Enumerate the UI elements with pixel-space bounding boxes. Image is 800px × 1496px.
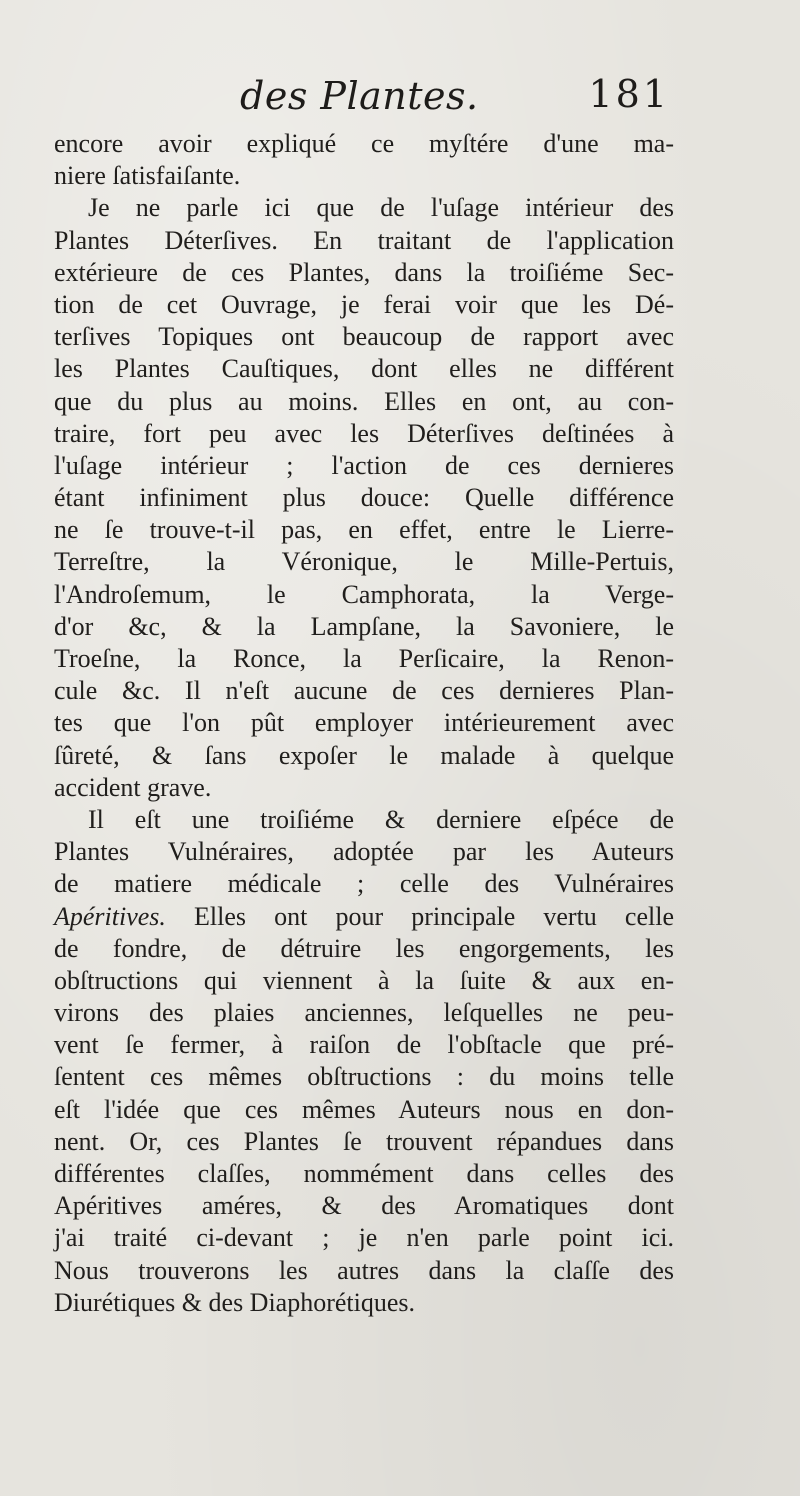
text-line: de matiere médicale ; celle des Vulnéraires: [54, 869, 674, 899]
text-line: accident grave.: [54, 772, 212, 802]
text-line: eſt l'idée que ces mêmes Auteurs nous en don-: [54, 1094, 674, 1124]
text-line: Apéritives améres, & des Aromatiques dont: [54, 1191, 674, 1221]
text-line: Plantes Vulnéraires, adoptée par les Auteurs: [54, 837, 674, 867]
text-line: étant infiniment plus douce: Quelle différence: [54, 483, 674, 513]
text-line: Nous trouverons les autres dans la claſſe des: [54, 1255, 674, 1285]
text-line: obſtructions qui viennent à la ſuite & aux en-: [54, 965, 674, 995]
text-line: les Plantes Cauſtiques, dont elles ne différent: [54, 354, 674, 384]
text-line: ſûreté, & ſans expoſer le malade à quelque: [54, 740, 674, 770]
text-line: tion de cet Ouvrage, je ferai voir que les Dé-: [54, 289, 674, 319]
running-title: des Plantes.: [240, 74, 479, 118]
text-line: l'Androſemum, le Camphorata, la Verge-: [54, 579, 674, 609]
paragraph: [54, 128, 674, 192]
page-number: 181: [588, 72, 670, 116]
text-line: Troeſne, la Ronce, la Perſicaire, la Renon-: [54, 644, 674, 673]
text-line: que du plus au moins. Elles en ont, au con-: [54, 386, 674, 416]
text-line: encore avoir expliqué ce myſtére d'une ma-: [54, 129, 674, 158]
text-line: Apéritives. Elles ont pour principale vertu celle: [54, 901, 674, 931]
text-line: virons des plaies anciennes, leſquelles ne peu-: [54, 998, 674, 1028]
text-line: tes que l'on pût employer intérieurement avec: [54, 708, 674, 738]
text-line: de fondre, de détruire les engorgements, les: [54, 933, 674, 963]
text-line: différentes claſſes, nommément dans celles des: [54, 1159, 674, 1188]
text-line: vent ſe fermer, à raiſon de l'obſtacle que pré-: [54, 1030, 674, 1060]
italic-term: Apéritives.: [54, 901, 166, 931]
text-line: nent. Or, ces Plantes ſe trouvent répandues dans: [54, 1126, 674, 1156]
text-line: ne ſe trouve-t-il pas, en effet, entre le Lierre-: [54, 515, 674, 545]
text-line: Terreſtre, la Véronique, le Mille-Pertuis,: [54, 547, 674, 577]
text-line: d'or &c, & la Lampſane, la Savoniere, le: [54, 611, 674, 641]
page-header: [240, 68, 670, 128]
text-line: terſives Topiques ont beaucoup de rapport avec: [54, 322, 674, 352]
text-line: traire, fort peu avec les Déterſives deſtinées à: [54, 418, 674, 448]
text-line: Il eſt une troiſiéme & derniere eſpéce de: [88, 804, 674, 834]
text-line: Diurétiques & des Diaphorétiques.: [54, 1287, 416, 1317]
body-text: [54, 128, 674, 1319]
text-line: Plantes Déterſives. En traitant de l'application: [54, 225, 674, 255]
text-line: j'ai traité ci-devant ; je n'en parle point ici.: [54, 1223, 674, 1253]
text-line: Je ne parle ici que de l'uſage intérieur des: [88, 193, 674, 223]
paragraph: [54, 804, 674, 1319]
text-line: niere ſatisfaiſante.: [54, 161, 241, 191]
paragraph: [54, 192, 674, 804]
text-line: ſentent ces mêmes obſtructions : du moins telle: [54, 1062, 674, 1092]
text-line: l'uſage intérieur ; l'action de ces dernieres: [54, 450, 674, 480]
text-line: extérieure de ces Plantes, dans la troiſiéme Sec-: [54, 257, 674, 287]
text-line: cule &c. Il n'eſt aucune de ces dernieres Plan-: [54, 676, 674, 706]
